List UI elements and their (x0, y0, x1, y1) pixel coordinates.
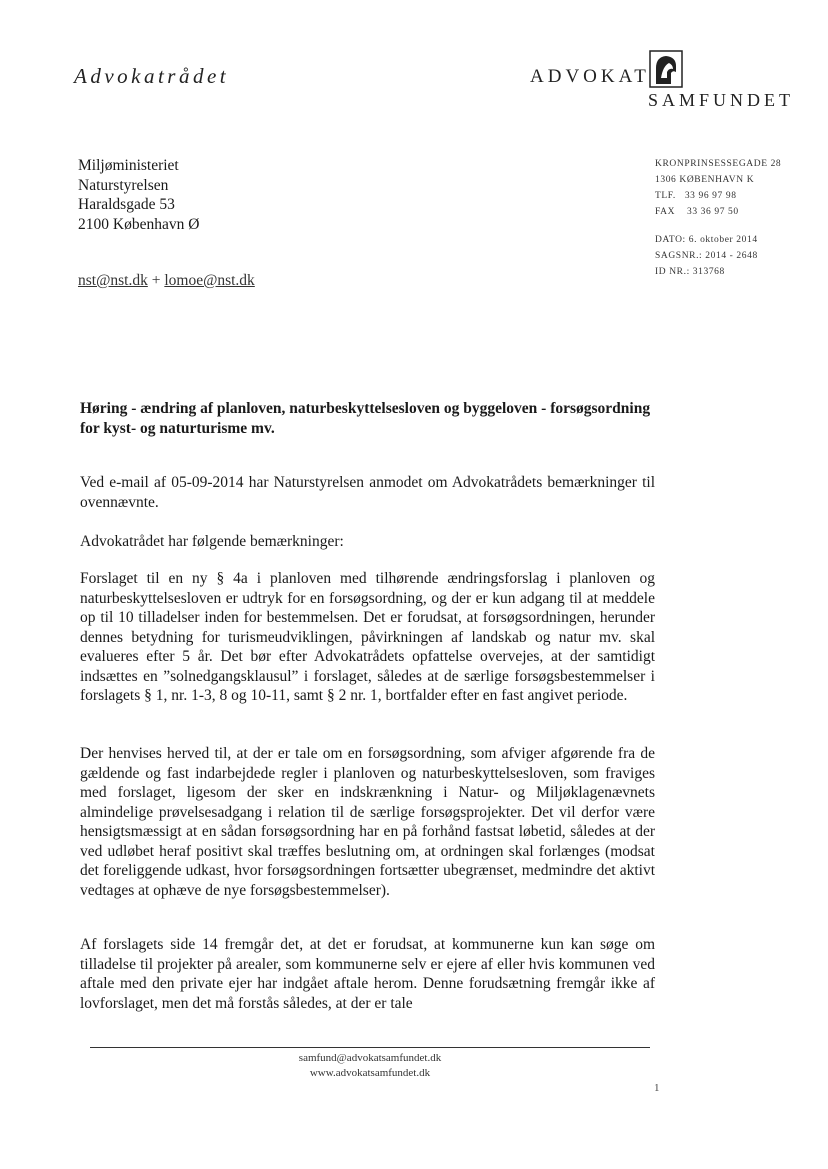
footer-email[interactable]: samfund@advokatsamfundet.dk (298, 1052, 442, 1064)
logo-text-advokat: ADVOKAT (530, 66, 650, 87)
body-paragraph: Af forslagets side 14 fremgår det, at det er forudsat, at kommunerne kun kan søge om tilladelse til projekter på arealer, som kommunerne selv er ejere af eller hvis kommunen ved aftale med den private ejer har indgået aftale herom. Denne forudsætning fremgår ikke af lovforslaget, men det må forstås således, at der er tale (80, 936, 655, 1012)
footer-divider (90, 1047, 650, 1048)
sender-address-line: 1306 KØBENHAVN K (655, 175, 755, 185)
sender-info (655, 156, 781, 280)
advokatraadet-title: Advokatrådet (74, 64, 230, 88)
letter-subject: Høring - ændring af planloven, naturbeskyttelsesloven og byggeloven - forsøgsordning for kyst- og naturturisme mv. (80, 400, 651, 437)
logo-text-samfundet: SAMFUNDET (648, 90, 795, 110)
email-link-nst[interactable]: nst@nst.dk (78, 272, 148, 289)
email-separator: + (147, 272, 165, 289)
footer-website[interactable]: www.advokatsamfundet.dk (309, 1067, 431, 1079)
recipient-address (78, 156, 199, 234)
body-paragraph: Der henvises herved til, at der er tale om en forsøgsordning, som afviger afgørende fra de gældende og fast indarbejdede regler i planloven og naturbeskyttelsesloven, som fraviges med forslaget, ligesom der sker en indskrænkning i Natur- og Miljøklagenævnets almindelige prøvelsesadgang i relation til de særlige forsøgsprojekter. Det vil derfor være hensigtsmæssigt at en sådan forsøgsordning har en på forhånd fastsat løbetid, således at der ved udløbet heraf positivt skal træffes beslutning om, at ordningen skal forlænges (modsat det foreliggende udkast, hvor forsøgsordningen fortsætter ubegrænset, medmindre det aktivt vedtages at ophæve de nye forsøgsbestemmelser). (80, 745, 655, 899)
recipient-line: 2100 København Ø (78, 215, 200, 233)
letter-date: DATO: 6. oktober 2014 (655, 235, 758, 245)
helmet-emblem-icon (649, 50, 683, 88)
recipient-emails (78, 272, 255, 290)
recipient-line: Miljøministeriet (78, 157, 179, 174)
sender-address-line: KRONPRINSESSEGADE 28 (655, 159, 782, 169)
email-link-lomoe[interactable]: lomoe@nst.dk (164, 272, 255, 289)
footer (0, 1051, 740, 1081)
recipient-line: Naturstyrelsen (78, 176, 169, 194)
case-number: SAGSNR.: 2014 - 2648 (655, 251, 758, 261)
body-paragraph: Forslaget til en ny § 4a i planloven med tilhørende ændringsforslag i planloven og naturbeskyttelsesloven er udtryk for en forsøgsordning, og der er kun adgang til at meddele op til 10 tilladelser inden for bestemmelsen. Det er forudsat, at forsøgsordningen, herunder dennes betydning for turismeudviklingen, påvirkningen af landskab og natur mv. skal evalueres efter 5 år. Det bør efter Advokatrådets opfattelse overvejes, at der samtidigt indsættes en ”solnedgangsklausul” i forslaget, således at de særlige forsøgsbestemmelser i forslagets § 1, nr. 1-3, 8 og 10-11, samt § 2 nr. 1, bortfalder efter en fast angivet periode. (80, 570, 655, 704)
page-number: 1 (654, 1082, 660, 1094)
sender-fax: FAX 33 36 97 50 (655, 207, 739, 217)
advokatsamfundet-logo (530, 50, 800, 112)
sender-phone: TLF. 33 96 97 98 (655, 191, 737, 201)
id-number: ID NR.: 313768 (655, 267, 725, 277)
body-paragraph: Ved e-mail af 05-09-2014 har Naturstyrelsen anmodet om Advokatrådets bemærkninger til ovennævnte. (80, 474, 655, 511)
body-paragraph: Advokatrådet har følgende bemærkninger: (80, 533, 344, 550)
recipient-line: Haraldsgade 53 (78, 196, 175, 213)
